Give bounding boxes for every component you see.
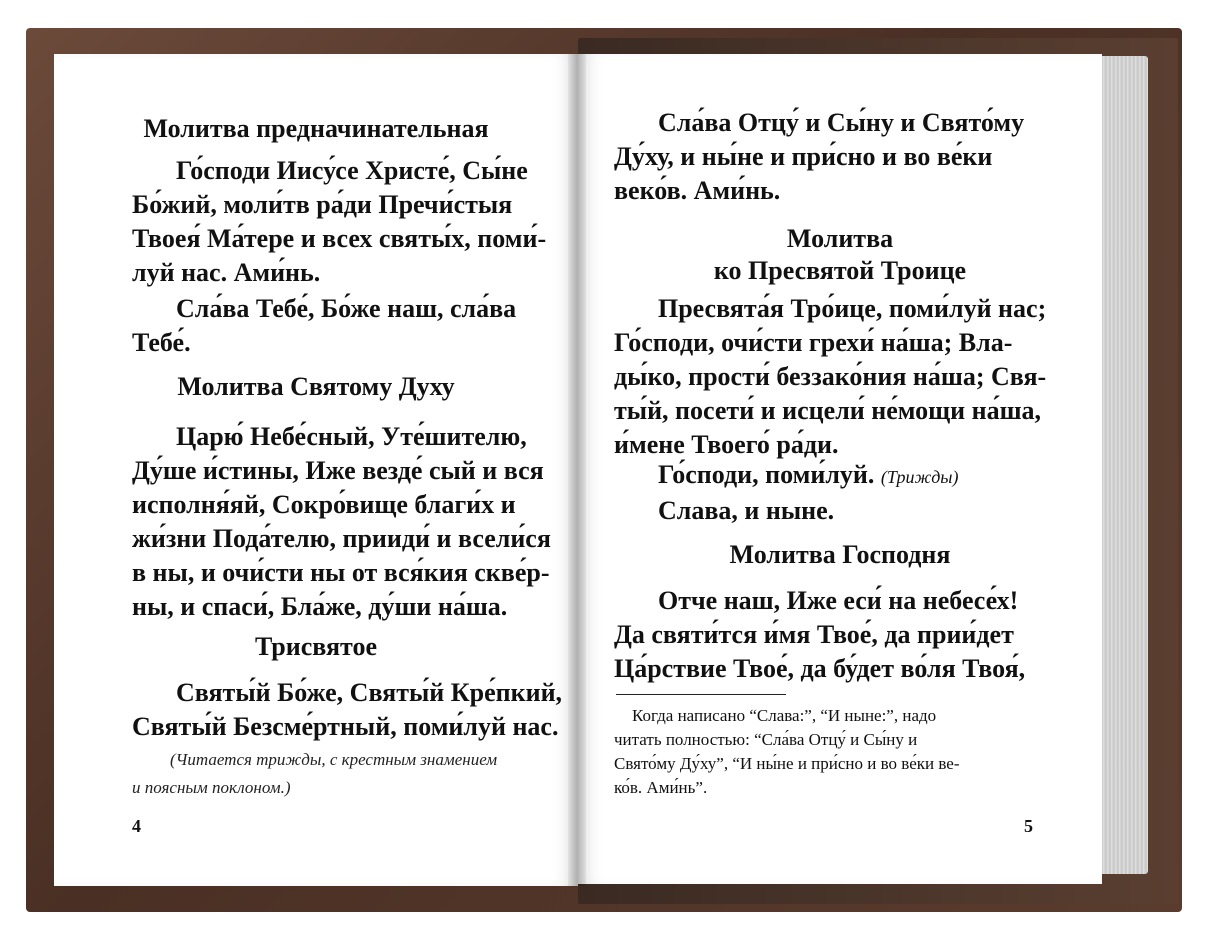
text-line: Сла́ва Отцу́ и Сы́ну и Свято́му [658, 108, 1025, 137]
heading-trisagion: Трисвятое [254, 632, 378, 661]
text-line: луй нас. Ами́нь. [132, 258, 321, 287]
page-edges [1100, 56, 1148, 874]
book-gutter [568, 54, 586, 886]
text-line: исполня́яй, Сокро́вище благи́х и [132, 490, 516, 519]
heading-prayer-preliminary: Молитва предначинательная [143, 114, 489, 143]
text-line: в ны, и очи́сти ны от вся́кия скве́р- [132, 558, 550, 587]
text-line: Ду́ше и́стины, Иже везде́ сый и вся [132, 456, 544, 485]
text-line: Сла́ва Тебе́, Бо́же наш, сла́ва [176, 294, 517, 323]
text-line: Отче наш, Иже еси́ на небесе́х! [658, 586, 1019, 615]
text-line: Да святи́тся и́мя Твое́, да прии́дет [614, 620, 1014, 649]
footnote-line: ко́в. Ами́нь”. [614, 778, 708, 797]
lord-have-mercy: Го́споди, поми́луй. [658, 460, 875, 489]
text-line: Царю́ Небе́сный, Уте́шителю, [176, 422, 527, 451]
text-line: Ду́ху, и ны́не и при́сно и во ве́ки [614, 142, 993, 171]
text-line: жи́зни Пода́телю, прииди́ и всели́ся [132, 524, 551, 553]
text-line: ны, и спаси́, Бла́же, ду́ши на́ша. [132, 592, 508, 621]
left-page [54, 54, 578, 886]
italic-note: и поясным поклоном.) [132, 778, 291, 797]
text-line: Бо́жий, моли́тв ра́ди Пречи́стыя [132, 190, 513, 219]
text-line: Тебе́. [132, 328, 191, 357]
heading-prayer-trinity-line2: ко Пресвятой Троице [713, 256, 967, 285]
heading-prayer-holy-spirit: Молитва Святому Духу [177, 372, 455, 401]
text-line: Пресвята́я Тро́ице, поми́луй нас; [658, 294, 1047, 323]
page-number: 5 [1024, 816, 1033, 836]
text-line: и́мене Твоего́ ра́ди. [614, 430, 839, 459]
right-page [578, 54, 1102, 884]
text-line: Слава, и ныне. [658, 496, 835, 525]
footnote-line: Свято́му Ду́ху”, “И ны́не и при́сно и во ве́ки ве- [614, 754, 960, 773]
thrice-note: (Трижды) [880, 467, 959, 487]
text-line: Твоея́ Ма́тере и всех святы́х, поми́- [132, 224, 547, 253]
heading-prayer-trinity: Молитва [786, 224, 894, 253]
text-line: Го́споди, очи́сти грехи́ на́ша; Вла- [614, 328, 1013, 357]
text-line: Святы́й Бо́же, Святы́й Кре́пкий, [176, 678, 563, 707]
footnote-divider [616, 694, 786, 695]
heading-lords-prayer: Молитва Господня [729, 540, 951, 569]
text-line: ты́й, посети́ и исцели́ не́мощи на́ша, [614, 396, 1042, 425]
text-line: веко́в. Ами́нь. [614, 176, 781, 205]
text-line [658, 458, 959, 494]
italic-note: (Читается трижды, с крестным знамением [170, 750, 498, 769]
text-line: Го́споди Иису́се Христе́, Сы́не [176, 156, 528, 185]
text-line: Святы́й Безсме́ртный, поми́луй нас. [132, 712, 559, 741]
page-number: 4 [132, 816, 141, 836]
text-line: ды́ко, прости́ беззако́ния на́ша; Свя- [614, 362, 1047, 391]
footnote-line: Когда написано “Слава:”, “И ныне:”, надо [632, 706, 937, 725]
text-line: Ца́рствие Твое́, да бу́дет во́ля Твоя́, [614, 654, 1026, 683]
footnote-line: читать полностью: “Сла́ва Отцу́ и Сы́ну и [614, 730, 918, 749]
